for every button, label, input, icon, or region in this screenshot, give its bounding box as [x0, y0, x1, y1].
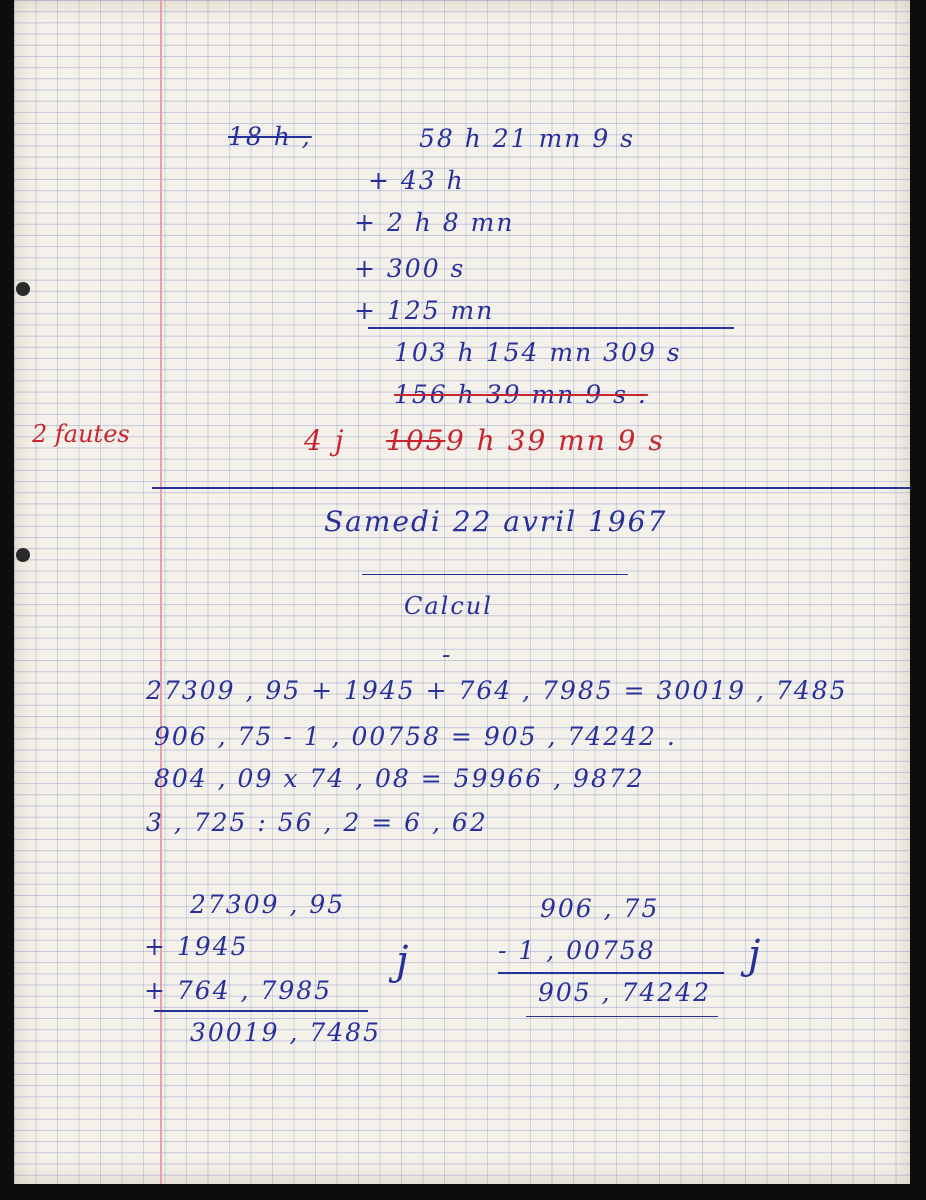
addition-rule: [154, 1010, 368, 1012]
equation-1: 27309 , 95 + 1945 + 764 , 7985 = 30019 , 7485: [146, 676, 848, 705]
addition-line-1: 27309 , 95: [190, 890, 346, 919]
subtraction-check: j: [748, 932, 761, 978]
time-prefix: 18 h ,: [228, 122, 312, 151]
time-converted: 156 h 39 mn 9 s .: [394, 380, 648, 409]
time-row-5: + 125 mn: [354, 296, 495, 325]
dash: -: [442, 640, 453, 669]
addition-result: 30019 , 7485: [190, 1018, 381, 1047]
subtraction-result: 905 , 74242: [538, 978, 712, 1007]
answer-struck: 105: [386, 424, 446, 457]
margin-note: 2 fautes: [32, 420, 130, 448]
sum-rule: [368, 327, 734, 329]
addition-check: j: [396, 938, 409, 984]
addition-line-3: + 764 , 7985: [144, 976, 333, 1005]
equation-3: 804 , 09 x 74 , 08 = 59966 , 9872: [154, 764, 645, 793]
time-row-2: + 43 h: [368, 166, 465, 195]
subject-heading: Calcul: [404, 592, 493, 620]
date-heading: Samedi 22 avril 1967: [324, 505, 668, 538]
answer-prefix: 4 j: [304, 424, 346, 457]
date-underline: [362, 574, 628, 575]
answer-suffix: 9 h 39 mn 9 s: [446, 424, 665, 457]
section-divider: [152, 487, 910, 489]
equation-4: 3 , 725 : 56 , 2 = 6 , 62: [146, 808, 488, 837]
subtraction-line-2: - 1 , 00758: [498, 936, 656, 965]
time-row-4: + 300 s: [354, 254, 466, 283]
binder-hole: [16, 548, 30, 562]
addition-line-2: + 1945: [144, 932, 249, 961]
margin-line: [160, 0, 162, 1184]
time-total: 103 h 154 mn 309 s: [394, 338, 682, 367]
notebook-page: [14, 0, 910, 1184]
equation-2: 906 , 75 - 1 , 00758 = 905 , 74242 .: [154, 722, 677, 751]
subtraction-line-1: 906 , 75: [540, 894, 660, 923]
binder-hole: [16, 282, 30, 296]
time-row-3: + 2 h 8 mn: [354, 208, 515, 237]
time-row-1: 58 h 21 mn 9 s: [419, 124, 636, 153]
subtraction-underline: [526, 1016, 718, 1017]
subtraction-rule: [498, 972, 724, 974]
